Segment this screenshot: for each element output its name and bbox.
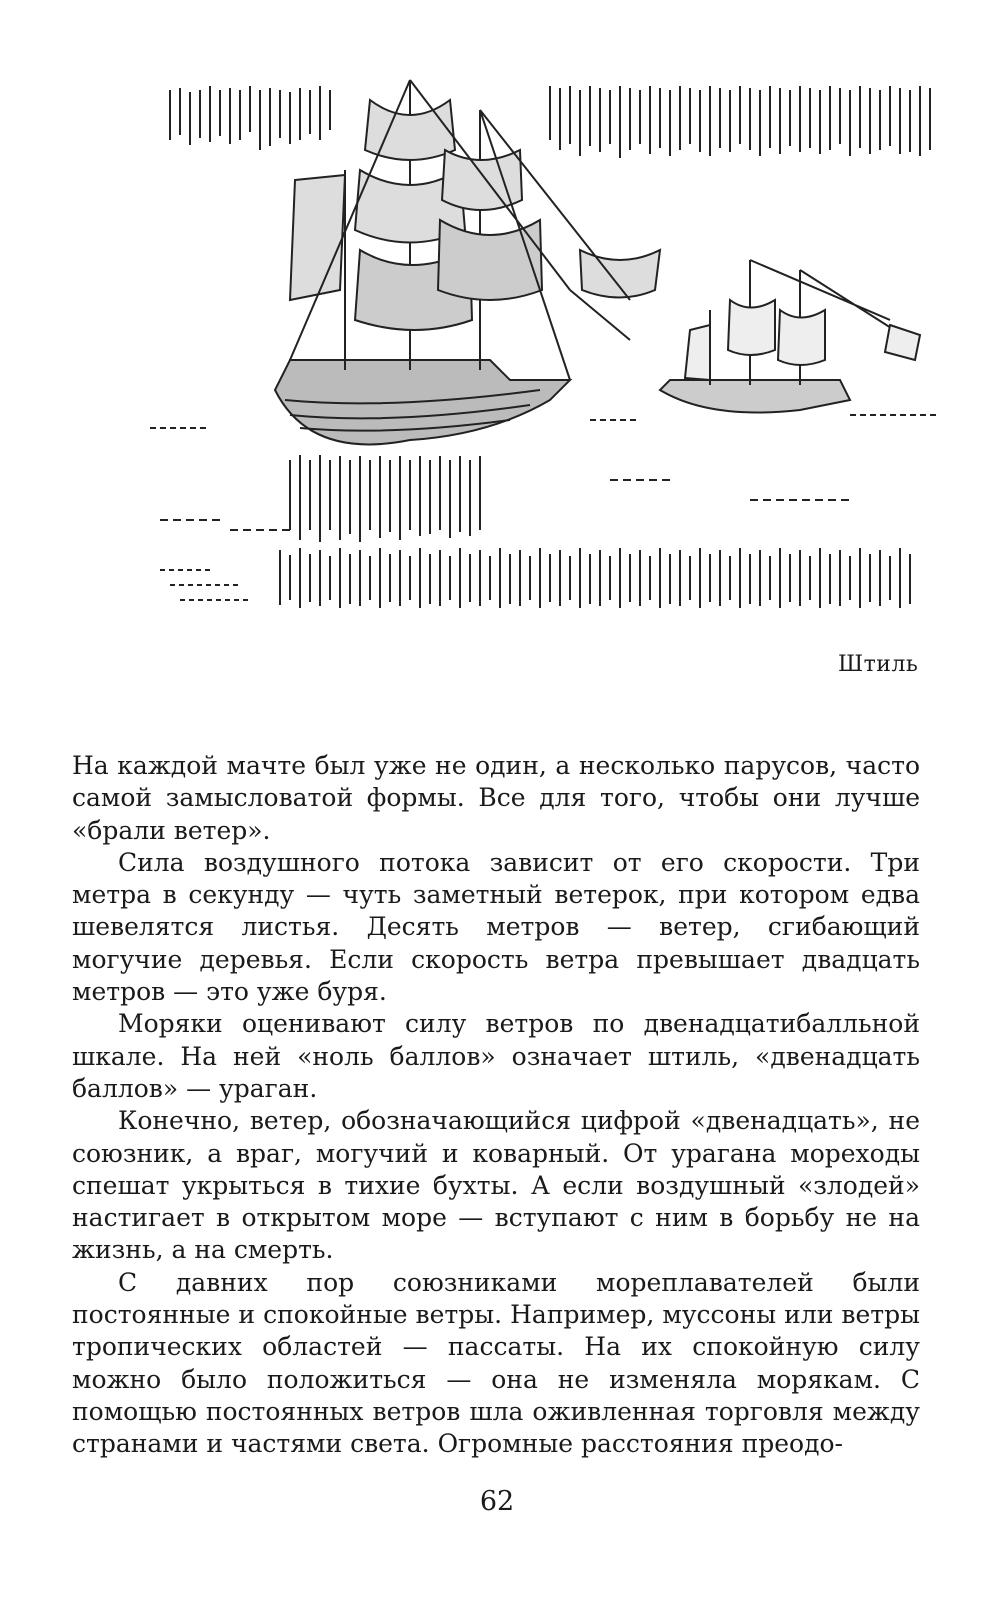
sailing-ships-illustration: [150, 60, 950, 620]
paragraph: С давних пор союзниками мореплавателей были постоянные и спокойные ветры. Например, муссоны или ветры тропических областей — пассаты. На их спокойную силу можно было положиться — она не изменяла морякам. С помощью постоянных ветров шла оживленная торговля между странами и частями света. Огромные расстояния преодо-: [72, 1267, 920, 1459]
paragraph: Конечно, ветер, обозначающийся цифрой «двенадцать», не союзник, а враг, могучий и коварный. От урагана мореходы спешат укрыться в тихие бухты. А если воздушный «злодей» настигает в открытом море — вступают с ним в борьбу не на жизнь, а на смерть.: [72, 1106, 920, 1265]
paragraph: На каждой мачте был уже не один, а несколько парусов, часто самой замысловатой формы. Все для того, чтобы они лучше «брали ветер».: [72, 751, 920, 845]
page-number: 62: [479, 1486, 515, 1517]
body-text: [72, 750, 920, 1461]
sailing-ships-icon: [150, 60, 950, 620]
paragraph: Моряки оценивают силу ветров по двенадцатибалльной шкале. На ней «ноль баллов» означает штиль, «двенадцать баллов» — ураган.: [72, 1009, 920, 1103]
figure-caption: Штиль: [838, 652, 919, 677]
paragraph: Сила воздушного потока зависит от его скорости. Три метра в секунду — чуть заметный ветерок, при котором едва шевелятся листья. Десять метров — ветер, сгибающий могучие деревья. Если скорость ветра превышает двадцать метров — это уже буря.: [72, 847, 920, 1007]
